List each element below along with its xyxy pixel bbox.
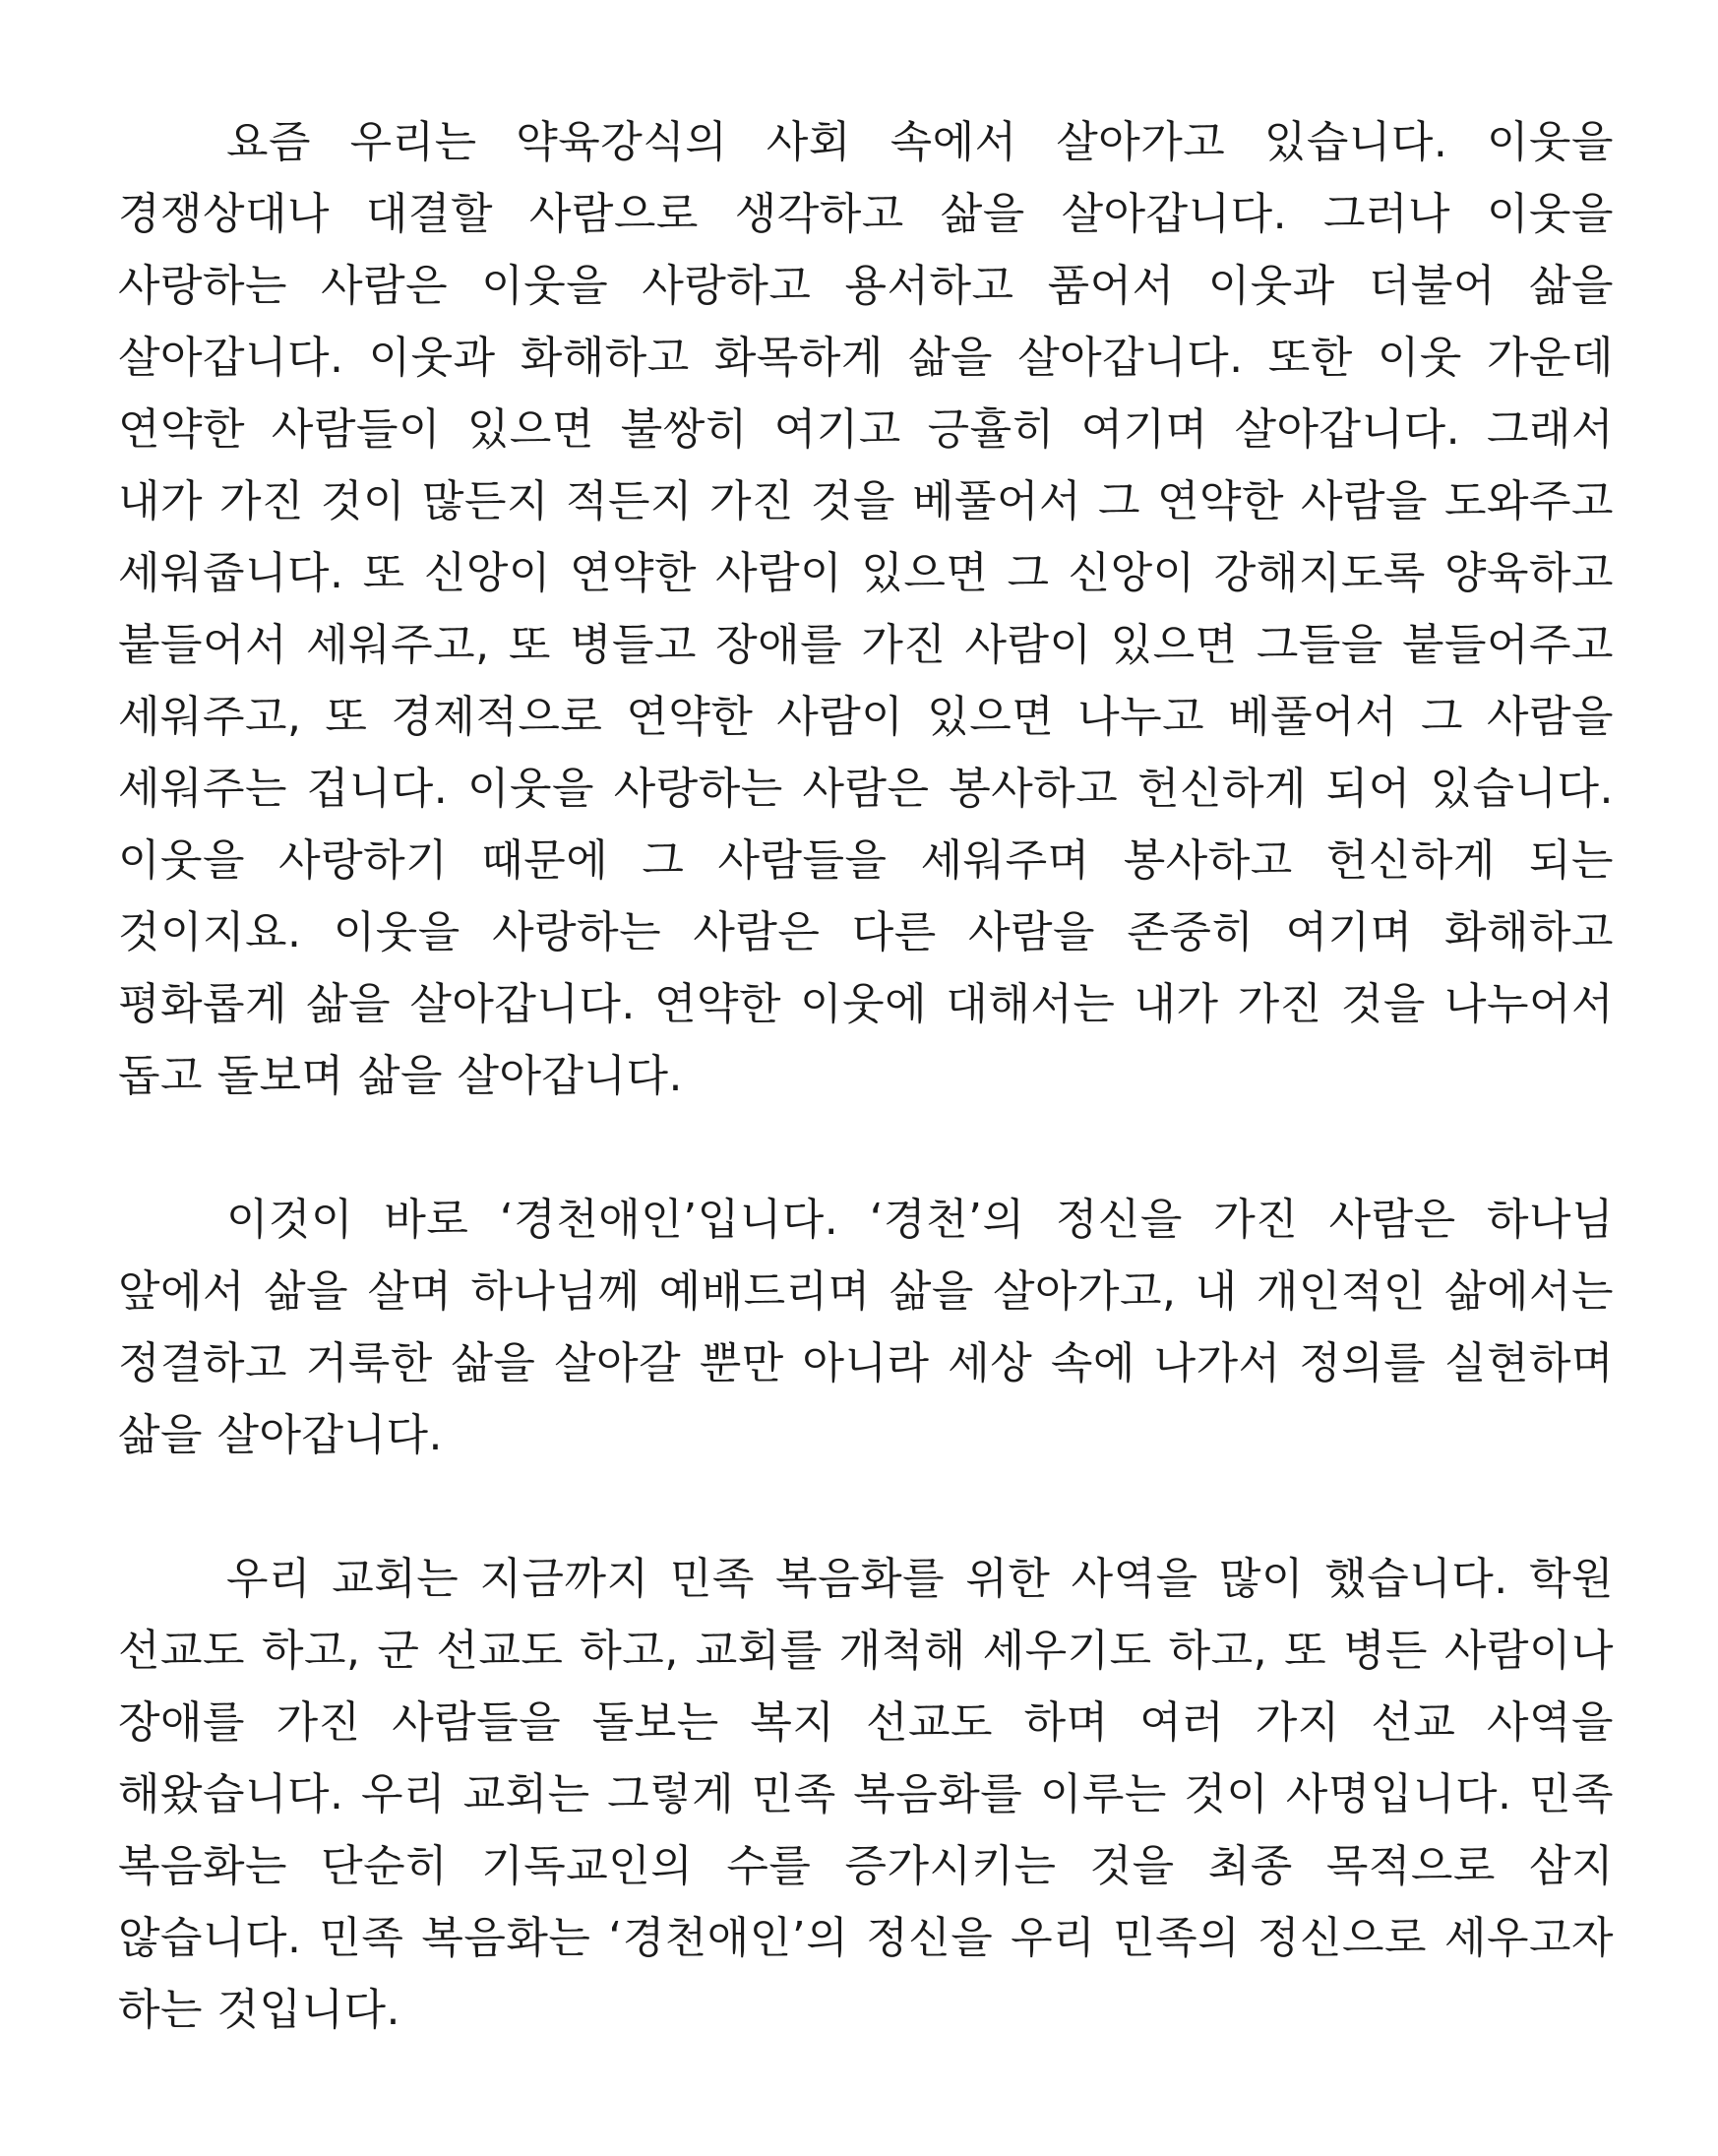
paragraph-national-evangelization: 우리 교회는 지금까지 민족 복음화를 위한 사역을 많이 했습니다. 학원 선교도 하고, 군 선교도 하고, 교회를 개척해 세우기도 하고, 또 병든 사람이나 장애를 가진 사람들을 돌보는 복지 선교도 하며 여러 가지 선교 사역을 해왔습니다. 우리 교회는 그렇게 민족 복음화를 이루는 것이 사명입니다. 민족 복음화는 단순히 기독교인의 수를 증가시키는 것을 최종 목적으로 삼지 않습니다. 민족 복음화는 ‘경천애인’의 정신을 우리 민족의 정신으로 세우고자 하는 것입니다. [118, 1554, 1614, 2035]
document-page [118, 106, 1614, 2046]
paragraph-gyeongcheon-aein: 이것이 바로 ‘경천애인’입니다. ‘경천’의 정신을 가진 사람은 하나님 앞에서 삶을 살며 하나님께 예배드리며 삶을 살아가고, 내 개인적인 삶에서는 정결하고 거룩한 삶을 살아갈 뿐만 아니라 세상 속에 나가서 정의를 실현하며 삶을 살아갑니다. [118, 1195, 1614, 1460]
paragraph-love-neighbor: 요즘 우리는 약육강식의 사회 속에서 살아가고 있습니다. 이웃을 경쟁상대나 대결할 사람으로 생각하고 삶을 살아갑니다. 그러나 이웃을 사랑하는 사람은 이웃을 사랑하고 용서하고 품어서 이웃과 더불어 삶을 살아갑니다. 이웃과 화해하고 화목하게 삶을 살아갑니다. 또한 이웃 가운데 연약한 사람들이 있으면 불쌍히 여기고 긍휼히 여기며 살아갑니다. 그래서 내가 가진 것이 많든지 적든지 가진 것을 베풀어서 그 연약한 사람을 도와주고 세워줍니다. 또 신앙이 연약한 사람이 있으면 그 신앙이 강해지도록 양육하고 붙들어서 세워주고, 또 병들고 장애를 가진 사람이 있으면 그들을 붙들어주고 세워주고, 또 경제적으로 연약한 사람이 있으면 나누고 베풀어서 그 사람을 세워주는 겁니다. 이웃을 사랑하는 사람은 봉사하고 헌신하게 되어 있습니다. 이웃을 사랑하기 때문에 그 사람들을 세워주며 봉사하고 헌신하게 되는 것이지요. 이웃을 사랑하는 사람은 다른 사람을 존중히 여기며 화해하고 평화롭게 삶을 살아갑니다. 연약한 이웃에 대해서는 내가 가진 것을 나누어서 돕고 돌보며 삶을 살아갑니다. [118, 117, 1614, 1101]
